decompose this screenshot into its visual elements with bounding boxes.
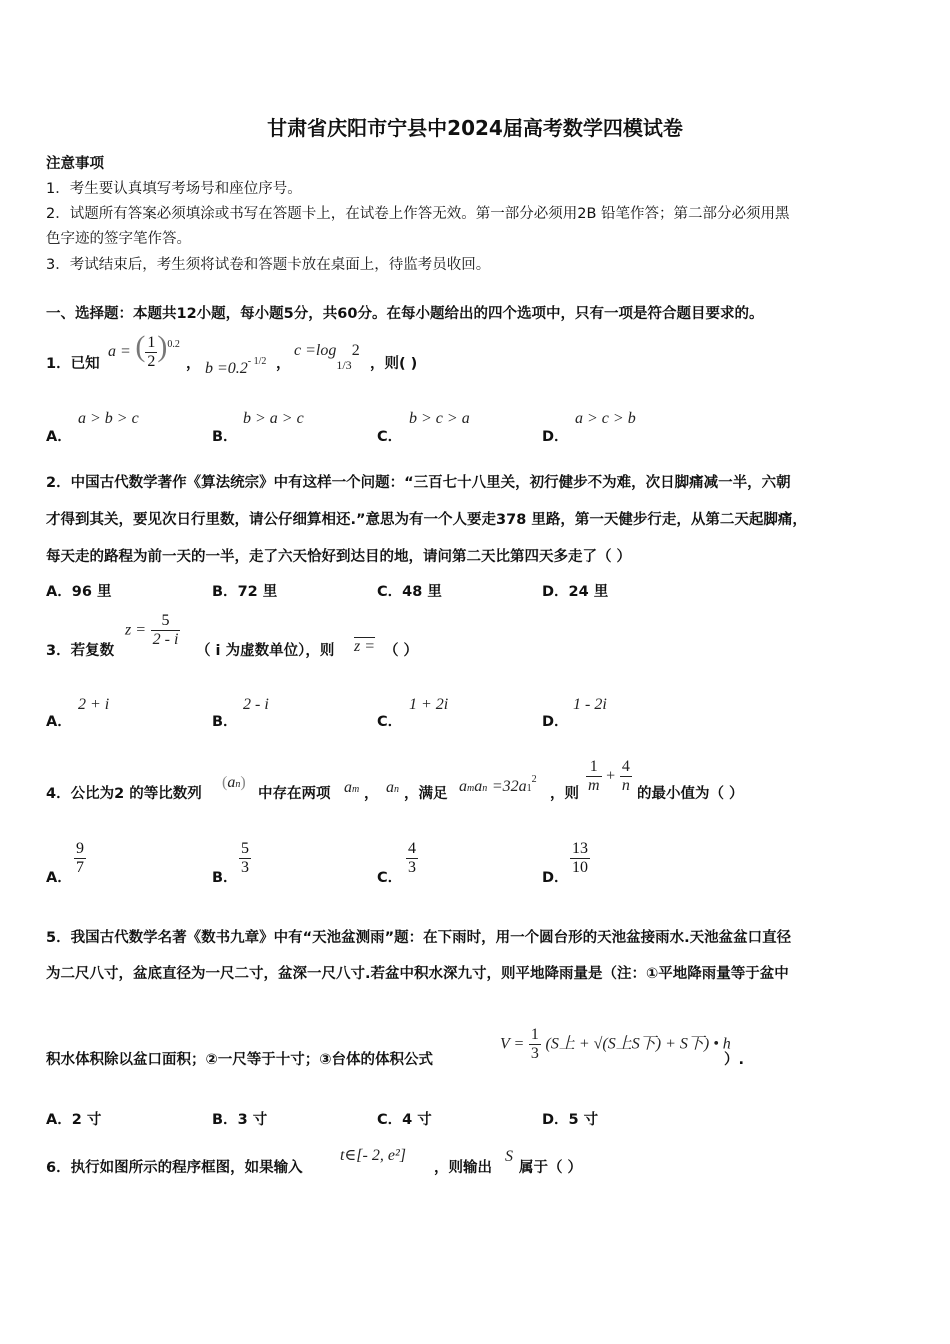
q4-an: an <box>386 779 399 796</box>
q3-suffix: （ ） <box>384 643 419 659</box>
notice-item-3: 3．考试结束后，考生须将试卷和答题卡放在桌面上，待监考员收回。 <box>46 257 491 273</box>
q4-am: am <box>344 779 360 796</box>
q4-condition: aman $=32a1^2$ <box>459 774 537 795</box>
q5-option-b[interactable]: B．3 寸 <box>212 1112 268 1128</box>
q4-seq: (an) <box>222 774 246 791</box>
page-title: 甘肃省庆阳市宁县中2024届高考数学四模试卷 <box>267 116 683 140</box>
q3-option-b[interactable]: 2 - i <box>243 696 269 713</box>
q5-line-3: 积水体积除以盆口面积；②一尺等于十寸；③台体的体积公式 <box>46 1052 434 1068</box>
q4-label-d: D． <box>542 870 569 886</box>
q3-middle: （ i 为虚数单位），则 <box>196 643 335 659</box>
q3-option-c[interactable]: 1 + 2i <box>409 696 449 713</box>
q3-zbar: z = <box>354 638 376 655</box>
q6-mid: ，则输出 <box>434 1160 492 1176</box>
q2-option-c[interactable]: C．48 里 <box>377 584 442 600</box>
q1-prefix: 1．已知 <box>46 356 100 372</box>
q4-label-b: B． <box>212 870 238 886</box>
q3-prefix: 3．若复数 <box>46 643 115 659</box>
q5-option-c[interactable]: C．4 寸 <box>377 1112 432 1128</box>
q3-label-a: A． <box>46 714 72 730</box>
q4-option-c[interactable]: $\frac{4}{3}$ <box>408 840 416 876</box>
q1-option-c[interactable]: b > c > a <box>409 410 470 427</box>
q1-option-a[interactable]: a > b > c <box>78 410 139 427</box>
q6-condition: t∈[- 2, e²] <box>340 1147 406 1164</box>
q4-option-a[interactable]: $\frac{9}{7}$ <box>76 840 84 876</box>
q6-s: S <box>505 1148 513 1165</box>
q1-b-expr: $b =0.2^{- 1/2}$ <box>205 356 267 377</box>
q1-option-b[interactable]: b > a > c <box>243 410 304 427</box>
q4-mid2: ，满足 <box>404 786 448 802</box>
q1-a-expr: a = ( $\frac{1}{2}$ )$^{0.2}$ <box>108 330 180 370</box>
q3-option-d[interactable]: 1 - 2i <box>573 696 607 713</box>
q4-mid1: 中存在两项 <box>258 786 331 802</box>
q4-comma: ， <box>364 786 379 802</box>
notice-item-1: 1．考生要认真填写考场号和座位序号。 <box>46 181 302 197</box>
q2-line-1: 2．中国古代数学著作《算法统宗》中有这样一个问题：“三百七十八里关，初行健步不为难，次日脚痛减一半，六朝 <box>46 475 791 491</box>
q4-option-d[interactable]: $\frac{13}{10}$ <box>572 840 588 876</box>
notice-item-2a: 2．试题所有答案必须填涂或书写在答题卡上，在试卷上作答无效。第一部分必须用2B 铅笔作答；第二部分必须用黑 <box>46 206 790 222</box>
q1-label-c: C． <box>377 429 403 445</box>
q4-mid3: ，则 <box>550 786 579 802</box>
q4-label-c: C． <box>377 870 403 886</box>
q6-suffix: 属于（ ） <box>519 1160 583 1176</box>
section-heading: 一、选择题：本题共12小题，每小题5分，共60分。在每小题给出的四个选项中，只有一项是符合题目要求的。 <box>46 306 764 322</box>
q2-line-3: 每天走的路程为前一天的一半，走了六天恰好到达目的地，请问第二天比第四天多走了（ ） <box>46 549 632 565</box>
q3-label-d: D． <box>542 714 569 730</box>
notice-heading: 注意事项 <box>46 156 104 172</box>
q1-suffix: ，则( ) <box>370 356 418 372</box>
q6-prefix: 6．执行如图所示的程序框图，如果输入 <box>46 1160 303 1176</box>
q5-line-2: 为二尺八寸，盆底直径为一尺二寸，盆深一尺八寸.若盆中积水深九寸，则平地降雨量是（注：①平地降雨量等于盆中 <box>46 966 789 982</box>
q1-c-expr: $c =\log_{1/3}2$ <box>294 342 360 372</box>
q1-label-a: A． <box>46 429 72 445</box>
q1-label-b: B． <box>212 429 238 445</box>
q3-label-c: C． <box>377 714 403 730</box>
q3-z-expr: z = $\frac{5}{2 - i}$ <box>125 612 179 648</box>
q3-option-a[interactable]: 2 + i <box>78 696 110 713</box>
notice-item-2b: 色字迹的签字笔作答。 <box>46 231 191 247</box>
q1-option-d[interactable]: a > c > b <box>575 410 636 427</box>
q1-label-d: D． <box>542 429 569 445</box>
q3-label-b: B． <box>212 714 238 730</box>
q4-suffix: 的最小值为（ ） <box>637 786 744 802</box>
q5-suffix: ）. <box>724 1052 745 1068</box>
q5-formula: V = $\frac{1}{3}$ (S上 + √(S上S下) + S下) • h <box>500 1026 731 1062</box>
q5-option-a[interactable]: A．2 寸 <box>46 1112 102 1128</box>
q5-line-1: 5．我国古代数学名著《数书九章》中有“天池盆测雨”题：在下雨时，用一个圆台形的天池盆接雨水.天池盆盆口直径 <box>46 930 792 946</box>
q4-option-b[interactable]: $\frac{5}{3}$ <box>241 840 249 876</box>
q2-option-d[interactable]: D．24 里 <box>542 584 609 600</box>
q2-option-a[interactable]: A．96 里 <box>46 584 112 600</box>
q2-option-b[interactable]: B．72 里 <box>212 584 278 600</box>
q4-prefix: 4．公比为2 的等比数列 <box>46 786 202 802</box>
q2-line-2: 才得到其关，要见次日行里数，请公仔细算相还.”意思为有一个人要走378 里路，第一天健步行走，从第二天起脚痛， <box>46 512 807 528</box>
q4-label-a: A． <box>46 870 72 886</box>
q5-option-d[interactable]: D．5 寸 <box>542 1112 599 1128</box>
q4-expression: $\frac{1}{m}$ + $\frac{4}{n}$ <box>588 758 630 794</box>
